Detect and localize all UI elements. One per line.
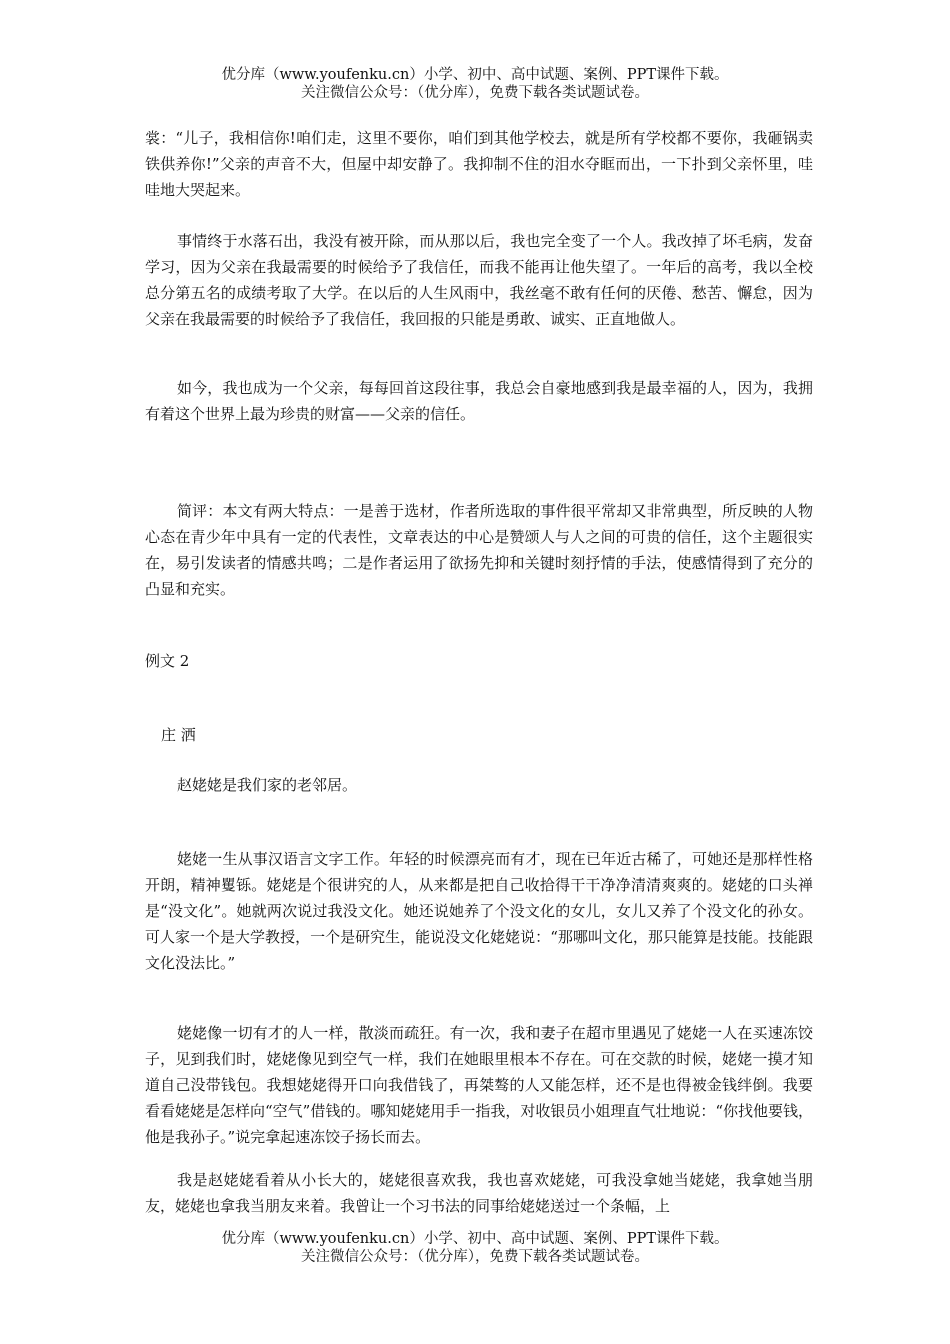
footer-line-2: 关注微信公众号：（优分库），免费下载各类试题试卷。 [301,1249,649,1265]
paragraph-7: 姥姥像一切有才的人一样，散淡而疏狂。有一次，我和妻子在超市里遇见了姥姥一人在买速冻饺子，见到我们时，姥姥像见到空气一样，我们在她眼里根本不存在。可在交款的时候，姥姥一摸才知道自己没带钱包。我想姥姥得开口向我借钱了，再桀骜的人又能怎样，还不是也得被金钱绊倒。我要看看姥姥是怎样向“空气”借钱的。哪知姥姥用手一指我，对收银员小姐理直气壮地说：“你找他要钱，他是我孙子。”说完拿起速冻饺子扬长而去。 [145,1024,814,1146]
footer-line-1: 优分库（www.youfenku.cn）小学、初中、高中试题、案例、PPT课件下载。 [221,1231,729,1247]
paragraph-2: 事情终于水落石出，我没有被开除，而从那以后，我也完全变了一个人。我改掉了坏毛病，发奋学习，因为父亲在我最需要的时候给予了我信任，而我不能再让他失望了。一年后的高考，我以全校总分第五名的成绩考取了大学。在以后的人生风雨中，我丝毫不敢有任何的厌倦、愁苦、懈怠，因为父亲在我最需要的时候给予了我信任，我回报的只能是勇敢、诚实、正直地做人。 [145,232,813,328]
paragraph-6: 姥姥一生从事汉语言文字工作。年轻的时候漂亮而有才，现在已年近古稀了，可她还是那样性格开朗，精神矍铄。姥姥是个很讲究的人，从来都是把自己收拾得干干净净清清爽爽的。姥姥的口头禅是“没文化”。她就两次说过我没文化。她还说她养了个没文化的女儿，女儿又养了个没文化的孙女。可人家一个是大学教授，一个是研究生，能说没文化姥姥说：“那哪叫文化，那只能算是技能。技能跟文化没法比。” [145,850,813,972]
example-label: 例文 2 [145,652,190,670]
page-footer [0,1230,950,1266]
author-name: 庄 洒 [161,726,196,744]
paragraph-5: 赵姥姥是我们家的老邻居。 [177,776,358,794]
paragraph-3: 如今，我也成为一个父亲，每每回首这段往事，我总会自豪地感到我是最幸福的人，因为，我拥有着这个世界上最为珍贵的财富——父亲的信任。 [145,379,813,423]
header-line-2: 关注微信公众号：（优分库），免费下载各类试题试卷。 [301,85,649,101]
paragraph-8: 我是赵姥姥看着从小长大的，姥姥很喜欢我，我也喜欢姥姥，可我没拿她当姥姥，我拿她当朋友，姥姥也拿我当朋友来着。我曾让一个习书法的同事给姥姥送过一个条幅，上 [145,1171,813,1215]
paragraph-1: 裳：“儿子，我相信你!咱们走，这里不要你，咱们到其他学校去，就是所有学校都不要你，我砸锅卖铁供养你!”父亲的声音不大，但屋中却安静了。我抑制不住的泪水夺眶而出，一下扑到父亲怀里，哇哇地大哭起来。 [145,129,813,199]
commentary-paragraph: 简评：本文有两大特点：一是善于选材，作者所选取的事件很平常却又非常典型，所反映的人物心态在青少年中具有一定的代表性，文章表达的中心是赞颂人与人之间的可贵的信任，这个主题很实在，易引发读者的情感共鸣；二是作者运用了欲扬先抑和关键时刻抒情的手法，使感情得到了充分的凸显和充实。 [145,502,813,598]
header-line-1: 优分库（www.youfenku.cn）小学、初中、高中试题、案例、PPT课件下载。 [221,67,729,83]
page-header [0,66,950,102]
